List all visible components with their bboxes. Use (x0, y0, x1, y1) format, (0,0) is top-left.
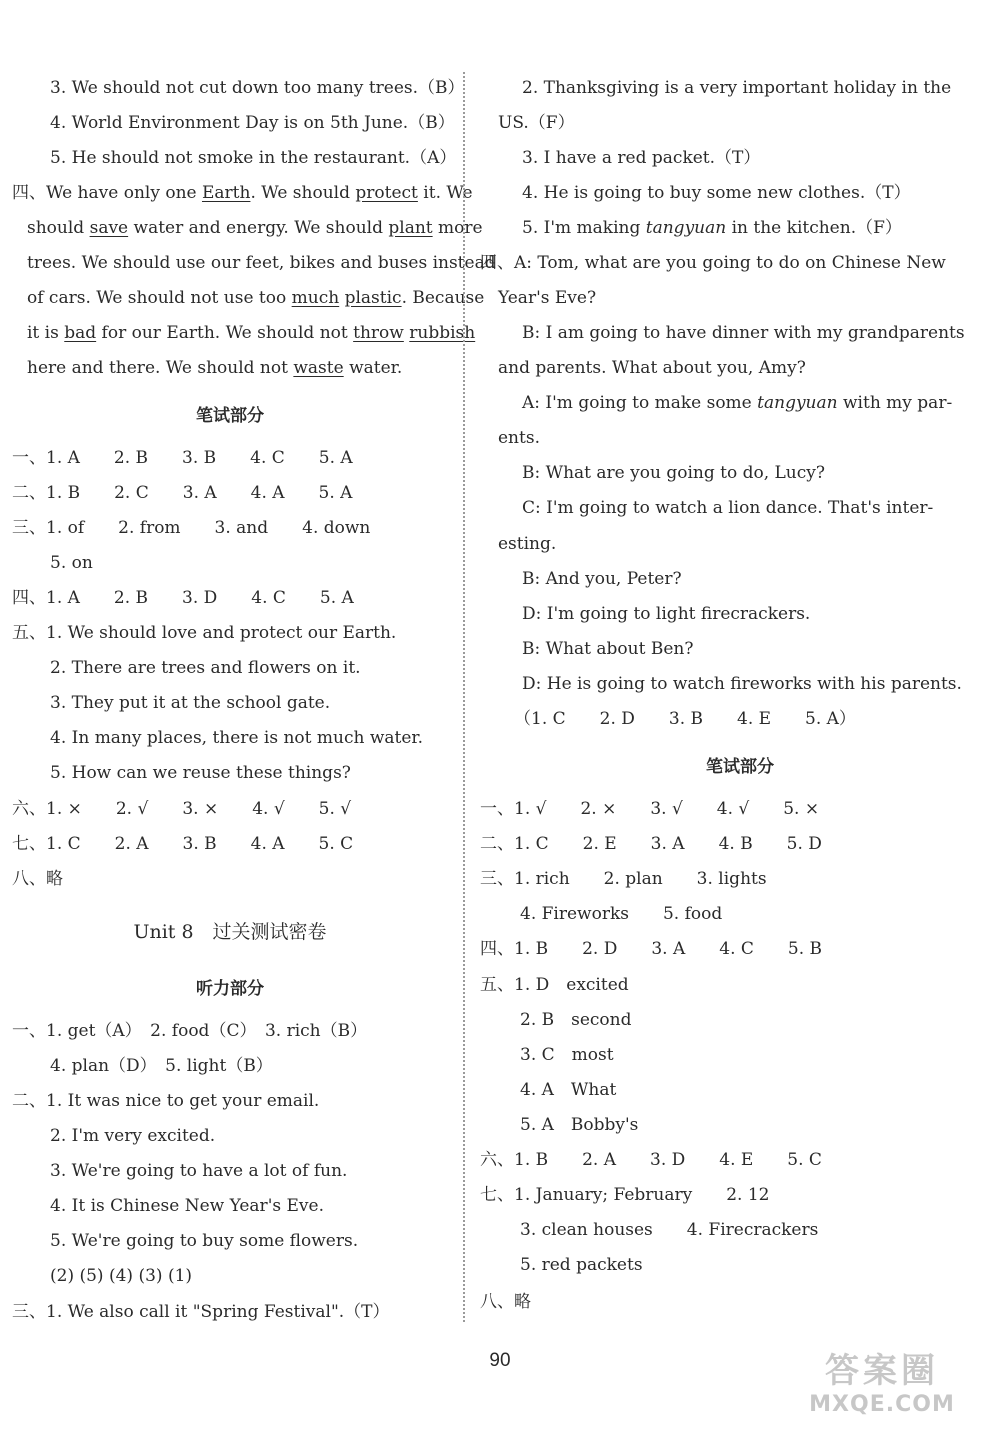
filled-word: plant (388, 218, 433, 238)
answer-line: (2) (5) (4) (3) (1) (50, 1266, 193, 1286)
answer-line: 4. In many places, there is not much water. (50, 728, 424, 748)
answer-line: 八、略 (480, 1292, 531, 1312)
answer-line: 三、1. of 2. from 3. and 4. down (12, 518, 371, 538)
dialog-line: B: I am going to have dinner with my grandparents (522, 323, 965, 343)
dialog-line: C: I'm going to watch a lion dance. That's inter- (522, 498, 934, 518)
answer-line: 2. I'm very excited. (50, 1126, 216, 1146)
watermark-url: MXQE.COM (809, 1392, 955, 1417)
passage-line: trees. We should use our feet, bikes and buses instead (27, 253, 496, 273)
column-divider (463, 72, 465, 1322)
dialog-line: D: I'm going to light firecrackers. (522, 604, 811, 624)
answer-line: 八、略 (12, 869, 63, 889)
filled-word: save (89, 218, 129, 238)
answer-line: 5. on (50, 553, 93, 573)
answer-line: 四、1. A 2. B 3. D 4. C 5. A (12, 588, 354, 608)
filled-word: waste (293, 358, 344, 378)
answer-line: 3. They put it at the school gate. (50, 693, 331, 713)
answer-line: 2. B second (520, 1010, 632, 1030)
answer-line: 五、1. D excited (480, 975, 629, 995)
answer-line: 3. clean houses 4. Firecrackers (520, 1220, 819, 1240)
answer-line: 3. I have a red packet.（T） (522, 148, 761, 168)
answer-line: 一、1. get（A） 2. food（C） 3. rich（B） (12, 1021, 368, 1041)
section-heading-listening: 听力部分 (196, 979, 264, 999)
answer-line: 5. A Bobby's (520, 1115, 639, 1135)
answer-line: 3. We're going to have a lot of fun. (50, 1161, 348, 1181)
answer-line: 5. I'm making tangyuan in the kitchen.（F） (522, 218, 902, 238)
answer-line: US.（F） (498, 113, 575, 133)
answer-line: 3. We should not cut down too many trees.（B） (50, 78, 465, 98)
filled-word: plastic (344, 288, 402, 308)
answer-line: 4. plan（D） 5. light（B） (50, 1056, 273, 1076)
dialog-line: ents. (498, 428, 540, 448)
dialog-line: and parents. What about you, Amy? (498, 358, 806, 378)
dialog-line: Year's Eve? (498, 288, 597, 308)
answer-line: 二、1. C 2. E 3. A 4. B 5. D (480, 834, 822, 854)
answer-line: 5. red packets (520, 1255, 643, 1275)
answer-line: 2. Thanksgiving is a very important holiday in the (522, 78, 952, 98)
answer-line: （1. C 2. D 3. B 4. E 5. A） (514, 709, 856, 729)
dialog-line: esting. (498, 534, 557, 554)
passage-line: here and there. We should not waste water. (27, 358, 403, 378)
passage-line: of cars. We should not use too much plastic. Because (27, 288, 485, 308)
answer-line: 五、1. We should love and protect our Earth. (12, 623, 397, 643)
answer-line: 六、1. B 2. A 3. D 4. E 5. C (480, 1150, 822, 1170)
answer-line: 一、1. A 2. B 3. B 4. C 5. A (12, 448, 353, 468)
unit-heading: Unit 8 过关测试密卷 (133, 921, 327, 943)
answer-line: 4. He is going to buy some new clothes.（T） (522, 183, 911, 203)
answer-line: 七、1. C 2. A 3. B 4. A 5. C (12, 834, 354, 854)
dialog-line: D: He is going to watch fireworks with his parents. (522, 674, 962, 694)
answer-line: 2. There are trees and flowers on it. (50, 658, 361, 678)
filled-word: bad (64, 323, 97, 343)
answer-line: 二、1. It was nice to get your email. (12, 1091, 320, 1111)
answer-line: 5. How can we reuse these things? (50, 763, 351, 783)
filled-word: throw (353, 323, 404, 343)
section-heading-written: 笔试部分 (706, 757, 774, 777)
answer-line: 三、1. rich 2. plan 3. lights (480, 869, 767, 889)
dialog-line: B: And you, Peter? (522, 569, 682, 589)
dialog-line: 四、A: Tom, what are you going to do on Chinese New (480, 253, 946, 273)
answer-line: 4. World Environment Day is on 5th June.（B） (50, 113, 455, 133)
answer-line: 六、1. × 2. √ 3. × 4. √ 5. √ (12, 799, 352, 819)
answer-line: 四、1. B 2. D 3. A 4. C 5. B (480, 939, 823, 959)
passage-line: should save water and energy. We should plant more (27, 218, 483, 238)
passage-line: 四、We have only one Earth. We should protect it. We (12, 183, 473, 203)
watermark-mark: 答案圈 (825, 1351, 939, 1391)
filled-word: rubbish (409, 323, 476, 343)
answer-line: 4. Fireworks 5. food (520, 904, 723, 924)
answer-line: 七、1. January; February 2. 12 (480, 1185, 770, 1205)
answer-line: 一、1. √ 2. × 3. √ 4. √ 5. × (480, 799, 820, 819)
watermark-logo (782, 1343, 982, 1417)
answer-line: 5. He should not smoke in the restaurant.（A） (50, 148, 457, 168)
dialog-line: B: What about Ben? (522, 639, 694, 659)
section-heading-written: 笔试部分 (196, 406, 264, 426)
answer-line: 4. A What (520, 1080, 617, 1100)
page-number: 90 (489, 1350, 511, 1371)
filled-word: Earth (201, 183, 251, 203)
filled-word: protect (355, 183, 418, 203)
dialog-line: A: I'm going to make some tangyuan with my par- (522, 393, 953, 413)
answer-line: 二、1. B 2. C 3. A 4. A 5. A (12, 483, 353, 503)
answer-line: 三、1. We also call it "Spring Festival".（T） (12, 1302, 390, 1322)
answer-line: 3. C most (520, 1045, 614, 1065)
dialog-line: B: What are you going to do, Lucy? (522, 463, 825, 483)
filled-word: much (291, 288, 340, 308)
answer-line: 5. We're going to buy some flowers. (50, 1231, 359, 1251)
answer-line: 4. It is Chinese New Year's Eve. (50, 1196, 324, 1216)
passage-line: it is bad for our Earth. We should not throw rubbish (27, 323, 476, 343)
